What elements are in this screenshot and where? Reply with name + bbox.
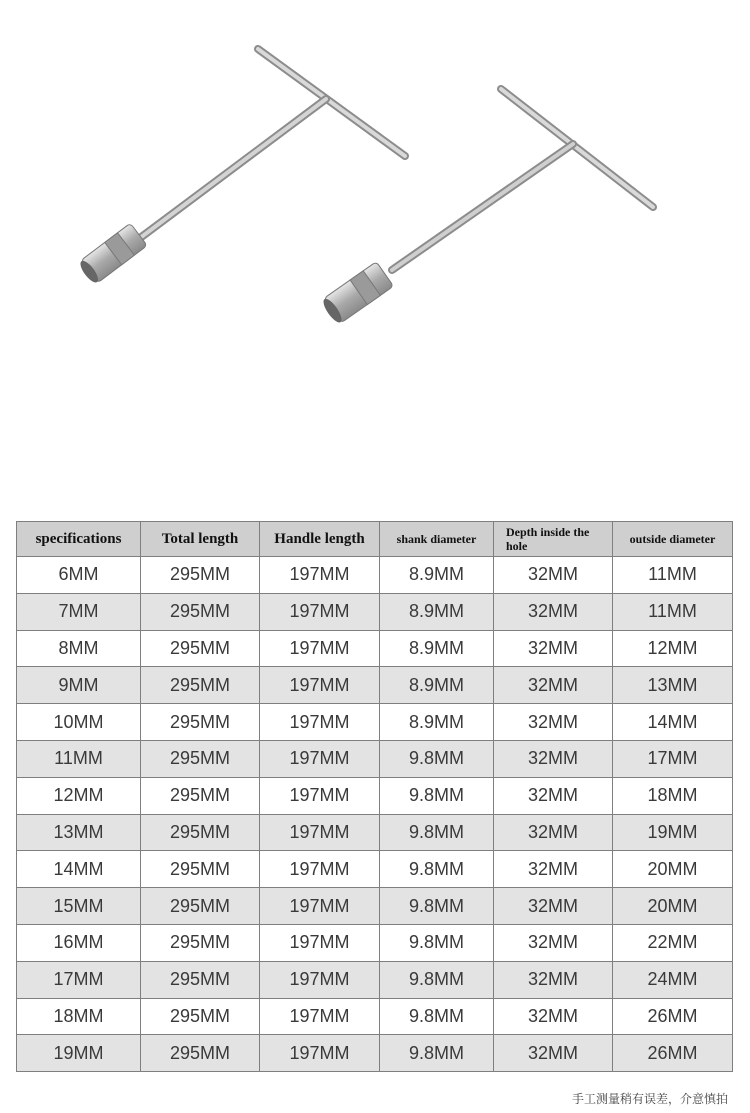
table-row (17, 740, 733, 777)
table-cell: 295MM (141, 740, 260, 777)
table-cell: 13MM (17, 814, 141, 851)
table-cell: 19MM (613, 814, 733, 851)
table-cell: 8.9MM (380, 630, 494, 667)
table-cell: 295MM (141, 998, 260, 1035)
table-cell: 11MM (613, 557, 733, 594)
table-cell: 18MM (17, 998, 141, 1035)
table-cell: 32MM (494, 814, 613, 851)
table-cell: 7MM (17, 593, 141, 630)
table-cell: 8.9MM (380, 593, 494, 630)
table-cell: 20MM (613, 888, 733, 925)
table-cell: 32MM (494, 667, 613, 704)
column-header: specifications (17, 522, 141, 557)
table-row (17, 1035, 733, 1072)
table-cell: 22MM (613, 924, 733, 961)
column-header: Depth inside the hole (494, 522, 613, 557)
table-cell: 12MM (613, 630, 733, 667)
table-cell: 295MM (141, 814, 260, 851)
table-cell: 197MM (260, 740, 380, 777)
table-cell: 10MM (17, 704, 141, 741)
table-row (17, 667, 733, 704)
table-cell: 9.8MM (380, 1035, 494, 1072)
table-cell: 295MM (141, 961, 260, 998)
column-header: outside diameter (613, 522, 733, 557)
column-header: Handle length (260, 522, 380, 557)
table-cell: 9.8MM (380, 740, 494, 777)
footnote: 手工测量稍有误差，介意慎拍 (571, 1092, 728, 1106)
table-cell: 197MM (260, 998, 380, 1035)
table-cell: 295MM (141, 777, 260, 814)
table-cell: 14MM (613, 704, 733, 741)
table-cell: 11MM (17, 740, 141, 777)
table-cell: 8.9MM (380, 557, 494, 594)
table-cell: 9MM (17, 667, 141, 704)
table-cell: 32MM (494, 704, 613, 741)
table-cell: 32MM (494, 740, 613, 777)
table-cell: 17MM (613, 740, 733, 777)
table-cell: 11MM (613, 593, 733, 630)
table-cell: 32MM (494, 961, 613, 998)
table-cell: 197MM (260, 1035, 380, 1072)
table-row (17, 704, 733, 741)
table-cell: 32MM (494, 557, 613, 594)
table-cell: 295MM (141, 593, 260, 630)
t-wrench-right (320, 89, 653, 326)
table-cell: 32MM (494, 998, 613, 1035)
table-cell: 8.9MM (380, 667, 494, 704)
table-cell: 197MM (260, 704, 380, 741)
table-row (17, 814, 733, 851)
table-row (17, 851, 733, 888)
t-wrench-left (77, 49, 405, 286)
table-cell: 9.8MM (380, 888, 494, 925)
table-body (17, 557, 733, 1072)
table-cell: 24MM (613, 961, 733, 998)
table-cell: 295MM (141, 888, 260, 925)
table-cell: 16MM (17, 924, 141, 961)
table-cell: 32MM (494, 888, 613, 925)
table-cell: 197MM (260, 593, 380, 630)
table-cell: 197MM (260, 924, 380, 961)
table-cell: 26MM (613, 998, 733, 1035)
table-cell: 295MM (141, 1035, 260, 1072)
table-cell: 32MM (494, 1035, 613, 1072)
table-cell: 9.8MM (380, 924, 494, 961)
table-cell: 32MM (494, 777, 613, 814)
table-row (17, 630, 733, 667)
table-cell: 295MM (141, 667, 260, 704)
spec-table (16, 521, 733, 1072)
product-photo (0, 0, 750, 500)
table-cell: 20MM (613, 851, 733, 888)
table-cell: 295MM (141, 630, 260, 667)
table-cell: 19MM (17, 1035, 141, 1072)
table-row (17, 593, 733, 630)
table-cell: 197MM (260, 557, 380, 594)
table-cell: 14MM (17, 851, 141, 888)
table-cell: 295MM (141, 851, 260, 888)
table-cell: 9.8MM (380, 814, 494, 851)
table-cell: 8MM (17, 630, 141, 667)
table-row (17, 998, 733, 1035)
table-cell: 197MM (260, 630, 380, 667)
table-row (17, 777, 733, 814)
table-cell: 26MM (613, 1035, 733, 1072)
table-cell: 197MM (260, 667, 380, 704)
column-header: shank diameter (380, 522, 494, 557)
table-cell: 6MM (17, 557, 141, 594)
table-cell: 9.8MM (380, 851, 494, 888)
table-cell: 17MM (17, 961, 141, 998)
table-cell: 15MM (17, 888, 141, 925)
table-cell: 13MM (613, 667, 733, 704)
table-row (17, 924, 733, 961)
table-cell: 197MM (260, 777, 380, 814)
table-cell: 295MM (141, 704, 260, 741)
table-cell: 197MM (260, 961, 380, 998)
table-cell: 197MM (260, 814, 380, 851)
table-cell: 32MM (494, 851, 613, 888)
table-cell: 295MM (141, 557, 260, 594)
table-cell: 32MM (494, 593, 613, 630)
table-cell: 18MM (613, 777, 733, 814)
table-cell: 295MM (141, 924, 260, 961)
table-cell: 197MM (260, 888, 380, 925)
table-cell: 197MM (260, 851, 380, 888)
table-row (17, 557, 733, 594)
table-cell: 9.8MM (380, 961, 494, 998)
table-cell: 12MM (17, 777, 141, 814)
table-header-row (17, 522, 733, 557)
table-cell: 9.8MM (380, 998, 494, 1035)
table-cell: 9.8MM (380, 777, 494, 814)
table-row (17, 888, 733, 925)
column-header: Total length (141, 522, 260, 557)
table-cell: 32MM (494, 924, 613, 961)
table-cell: 8.9MM (380, 704, 494, 741)
table-cell: 32MM (494, 630, 613, 667)
table-row (17, 961, 733, 998)
